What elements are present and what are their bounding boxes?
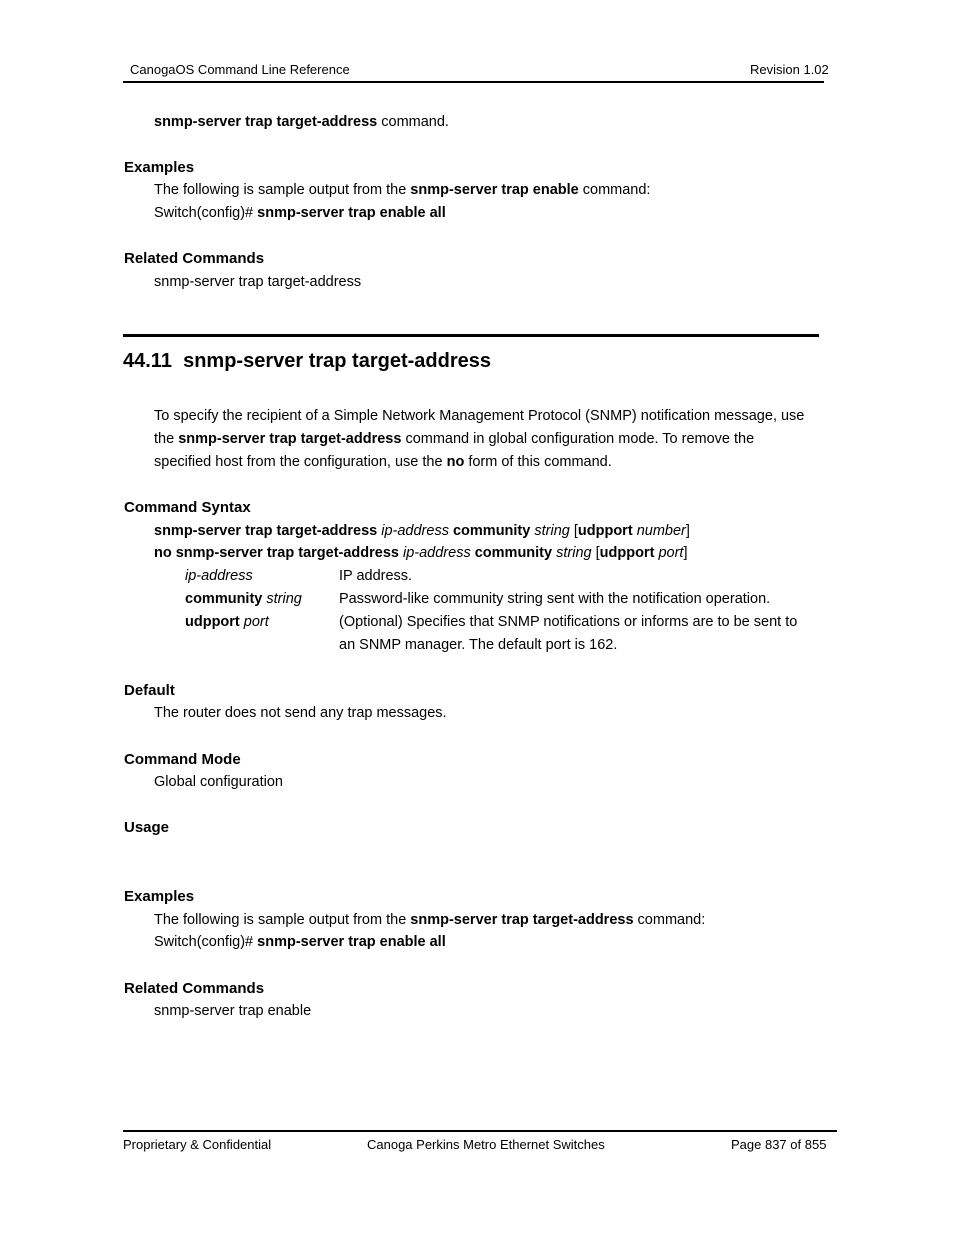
header-doc-title: CanogaOS Command Line Reference: [130, 62, 350, 77]
param-ip-address-desc: IP address.: [339, 568, 413, 584]
intro-line-2: the snmp-server trap target-address command in global configuration mode. To remove the: [154, 431, 755, 447]
example-description: The following is sample output from the snmp-server trap target-address command:: [154, 912, 706, 928]
header-rule: [123, 81, 824, 83]
default-text: The router does not send any trap messages.: [154, 705, 447, 721]
prev-examples-heading: Examples: [124, 159, 195, 176]
prev-continuation: snmp-server trap target-address command.: [154, 114, 449, 130]
param-udpport-desc-cont: an SNMP manager. The default port is 162.: [339, 637, 618, 653]
footer-rule: [123, 1130, 837, 1132]
footer-left: Proprietary & Confidential: [123, 1137, 272, 1152]
usage-heading: Usage: [124, 819, 170, 836]
prev-related-item: snmp-server trap target-address: [154, 274, 362, 290]
prev-related-heading: Related Commands: [124, 250, 265, 267]
mode-text: Global configuration: [154, 774, 283, 790]
mode-heading: Command Mode: [124, 751, 241, 768]
syntax-line-1: snmp-server trap target-address ip-address community string [udpport number]: [154, 523, 690, 539]
footer-page-number: Page 837 of 855: [731, 1137, 827, 1152]
syntax-heading: Command Syntax: [124, 499, 251, 516]
related-heading: Related Commands: [124, 980, 265, 997]
default-heading: Default: [124, 682, 175, 699]
related-item: snmp-server trap enable: [154, 1003, 312, 1019]
prev-example-prompt: Switch(config)# snmp-server trap enable all: [154, 205, 446, 221]
param-community-name: community string: [185, 591, 302, 607]
section-title: 44.11 snmp-server trap target-address: [123, 350, 491, 372]
param-ip-address-name: ip-address: [185, 568, 253, 584]
intro-line-3: specified host from the configuration, use the no form of this command.: [154, 454, 612, 470]
section-rule: [123, 334, 819, 337]
examples-heading: Examples: [124, 888, 195, 905]
footer-center: Canoga Perkins Metro Ethernet Switches: [367, 1137, 605, 1152]
param-community-desc: Password-like community string sent with the notification operation.: [339, 591, 771, 607]
syntax-line-2: no snmp-server trap target-address ip-address community string [udpport port]: [154, 545, 688, 561]
header-revision: Revision 1.02: [750, 62, 829, 77]
param-udpport-desc: (Optional) Specifies that SNMP notifications or informs are to be sent to: [339, 614, 798, 630]
example-prompt: Switch(config)# snmp-server trap enable all: [154, 934, 446, 950]
intro-line-1: To specify the recipient of a Simple Network Management Protocol (SNMP) notification message, use: [154, 408, 805, 424]
prev-example-description: The following is sample output from the snmp-server trap enable command:: [154, 182, 651, 198]
param-udpport-name: udpport port: [185, 614, 269, 630]
